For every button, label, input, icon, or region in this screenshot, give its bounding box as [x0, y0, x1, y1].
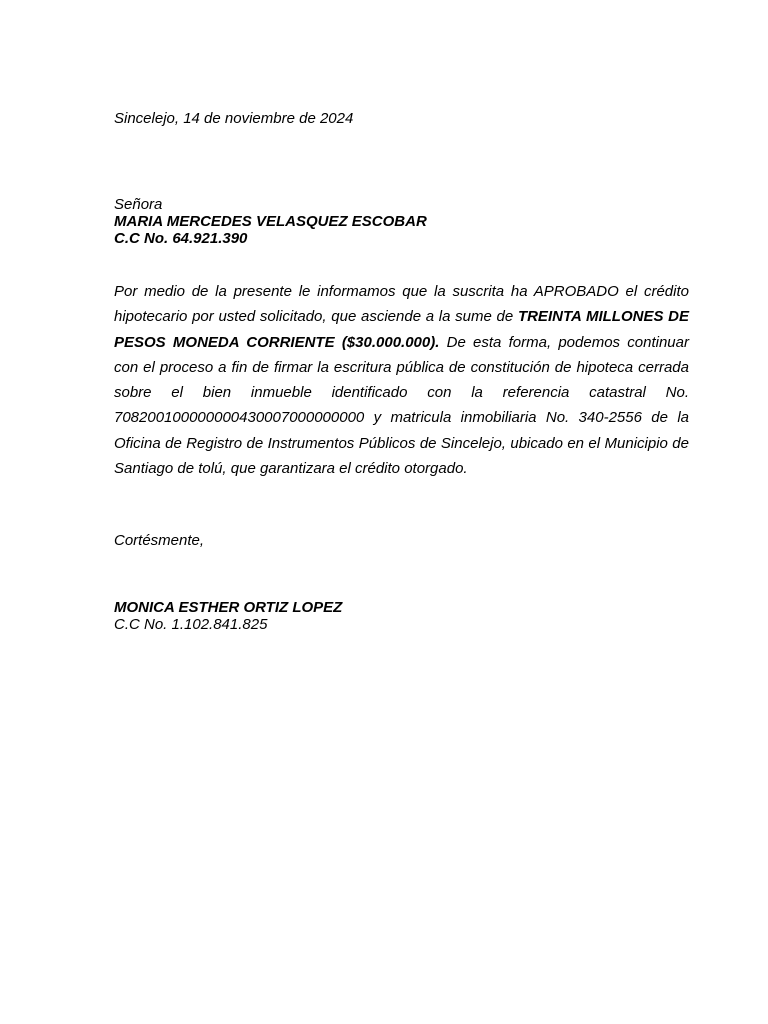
salutation: Señora [114, 196, 163, 213]
recipient-id: C.C No. 64.921.390 [114, 230, 248, 247]
letter-body [114, 279, 689, 481]
body-intro: Por medio de la presente le informamos que la suscrita ha APROBADO el crédito hipotecario por usted solicitado, que asciende a la sume de [114, 283, 689, 326]
signer-id: C.C No. 1.102.841.825 [114, 616, 268, 633]
body-details: De esta forma, podemos continuar con el proceso a fin de firmar la escritura pública de constitución de hipoteca cerrada sobre el bien inmueble identificado con la referencia catastral No. 708200100000000430007000000000 y matricula inmobiliaria No. 340-2556 de la Oficina de Registro de Instrumentos Públicos de Sincelejo, ubicado en el Municipio de Santiago de tolú, que garantizara el crédito otorgado. [114, 333, 689, 478]
recipient-name: MARIA MERCEDES VELASQUEZ ESCOBAR [114, 213, 427, 230]
place-date: Sincelejo, 14 de noviembre de 2024 [114, 110, 354, 127]
closing: Cortésmente, [114, 532, 205, 549]
signer-name: MONICA ESTHER ORTIZ LOPEZ [114, 599, 343, 616]
approved-amount: TREINTA MILLONES DE PESOS MONEDA CORRIENTE ($30.000.000). [114, 308, 690, 351]
